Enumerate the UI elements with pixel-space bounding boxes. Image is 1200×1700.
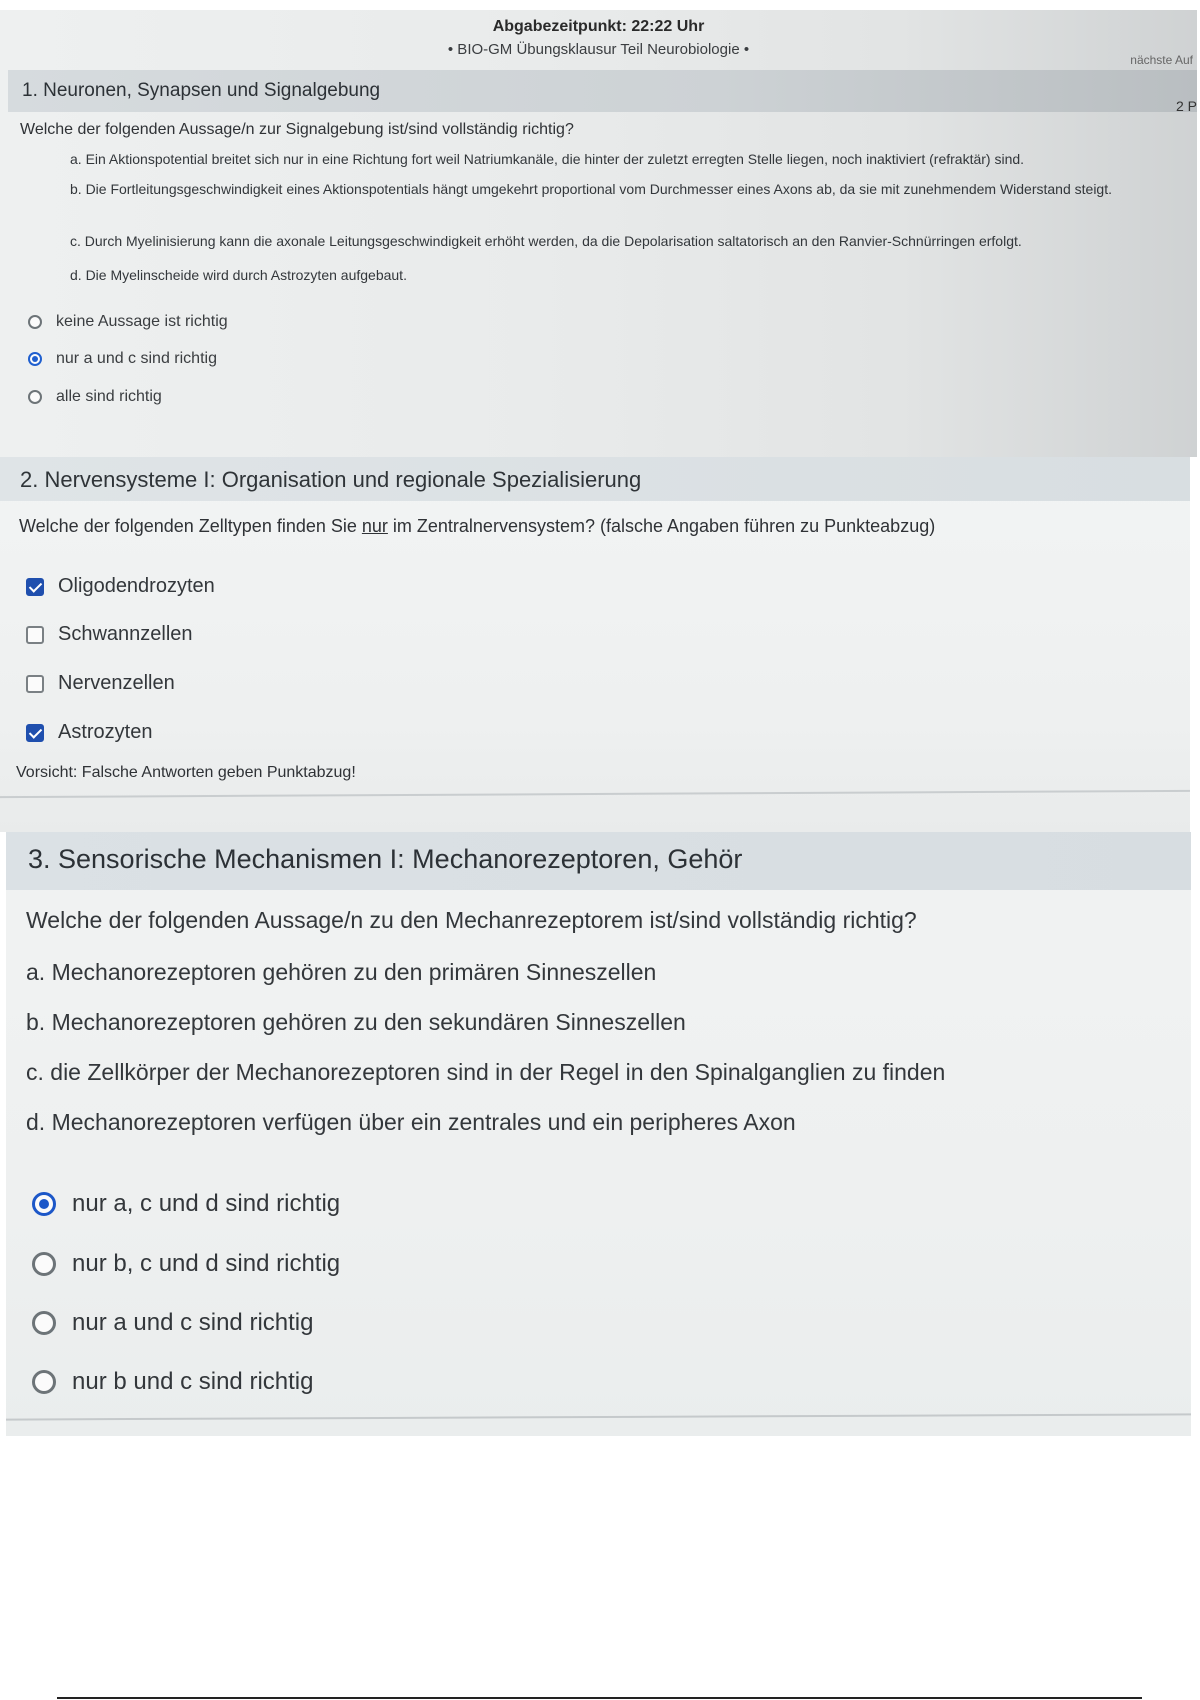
option-label: Astrozyten <box>58 721 153 743</box>
option-label: nur b und c sind richtig <box>72 1368 314 1395</box>
question-2-option-astrozyten[interactable] <box>26 721 152 744</box>
question-2-option-nervenzellen[interactable] <box>26 672 175 695</box>
question-2-text-emphasis: nur <box>361 516 388 536</box>
divider <box>0 790 1190 798</box>
screenshot-question-1 <box>0 10 1197 457</box>
radio-button-selected[interactable] <box>28 352 42 366</box>
option-label: Schwannzellen <box>58 623 193 645</box>
option-label: nur b, c und d sind richtig <box>72 1250 341 1277</box>
option-label: alle sind richtig <box>56 388 162 405</box>
question-1-option-2[interactable] <box>28 350 217 368</box>
question-2-text <box>19 516 935 537</box>
question-1-option-3[interactable] <box>28 388 162 406</box>
question-3-statement-d: d. Mechanorezeptoren verfügen über ein zentrales und ein peripheres Axon <box>26 1109 796 1135</box>
question-1-statement-d: d. Die Myelinscheide wird durch Astrozyten aufgebaut. <box>70 267 407 283</box>
exam-subtitle: • BIO-GM Übungsklausur Teil Neurobiologie • <box>447 41 750 58</box>
question-1-statement-c: c. Durch Myelinisierung kann die axonale Leitungsgeschwindigkeit erhöht werden, da die Depolarisation saltatorisch an den Ranvier-Schnürringen erfolgt. <box>70 233 1022 249</box>
question-3-statement-a: a. Mechanorezeptoren gehören zu den primären Sinneszellen <box>26 959 657 985</box>
checkbox[interactable] <box>26 675 44 693</box>
screenshot-question-2 <box>0 457 1190 832</box>
option-label: Nervenzellen <box>58 672 175 694</box>
radio-button[interactable] <box>28 390 42 404</box>
penalty-warning: Vorsicht: Falsche Antworten geben Punktabzug! <box>16 764 356 781</box>
next-question-link[interactable]: nächste Auf <box>1130 53 1193 67</box>
deadline-text: Abgabezeitpunkt: 22:22 Uhr <box>492 18 705 35</box>
question-1-option-1[interactable] <box>28 313 228 331</box>
checkbox[interactable] <box>26 626 44 644</box>
question-1-text: Welche der folgenden Aussage/n zur Signalgebung ist/sind vollständig richtig? <box>20 121 574 138</box>
option-label: Oligodendrozyten <box>58 575 215 597</box>
question-2-text-end: im Zentralnervensystem? (falsche Angaben führen zu Punkteabzug) <box>387 516 936 536</box>
question-1-statement-a: a. Ein Aktionspotential breitet sich nur in eine Richtung fort weil Natriumkanäle, die hinter der zuletzt erregten Stelle liegen, noch inaktiviert (refraktär) sind. <box>70 151 1025 167</box>
radio-button[interactable] <box>32 1252 56 1276</box>
question-1-title: 1. Neuronen, Synapsen und Signalgebung <box>22 80 381 101</box>
question-3-option-1[interactable] <box>32 1190 340 1218</box>
radio-button-selected[interactable] <box>32 1192 56 1216</box>
question-3-option-4[interactable] <box>32 1368 313 1396</box>
question-3-text: Welche der folgenden Aussage/n zu den Mechanrezeptorem ist/sind vollständig richtig? <box>26 907 917 933</box>
question-3-statement-c: c. die Zellkörper der Mechanorezeptoren sind in der Regel in den Spinalganglien zu finden <box>26 1059 946 1085</box>
question-1-points: 2 P <box>1175 98 1197 114</box>
question-2-title: 2. Nervensysteme I: Organisation und regionale Spezialisierung <box>20 467 642 492</box>
option-label: keine Aussage ist richtig <box>56 313 228 330</box>
question-2-option-schwannzellen[interactable] <box>26 623 193 646</box>
page-bottom-rule <box>57 1697 1142 1699</box>
screenshot-question-3 <box>6 832 1191 1436</box>
question-3-option-2[interactable] <box>32 1250 340 1278</box>
question-1-statement-b: b. Die Fortleitungsgeschwindigkeit eines Aktionspotentials hängt umgekehrt proportional vom Durchmesser eines Axons ab, da sie mit zunehmendem Widerstand steigt. <box>70 181 1112 197</box>
option-label: nur a und c sind richtig <box>72 1309 314 1336</box>
question-1-header <box>8 70 1197 112</box>
question-2-option-oligodendrozyten[interactable] <box>26 575 215 598</box>
question-3-header <box>6 832 1191 890</box>
question-3-statement-b: b. Mechanorezeptoren gehören zu den sekundären Sinneszellen <box>26 1009 686 1035</box>
question-2-text-start: Welche der folgenden Zelltypen finden Sie <box>19 516 362 536</box>
option-label: nur a und c sind richtig <box>56 350 217 367</box>
checkbox-checked[interactable] <box>26 724 44 742</box>
question-3-title: 3. Sensorische Mechanismen I: Mechanorezeptoren, Gehör <box>28 844 743 874</box>
question-3-option-3[interactable] <box>32 1309 313 1337</box>
question-2-header <box>0 457 1190 501</box>
checkbox-checked[interactable] <box>26 578 44 596</box>
radio-button[interactable] <box>28 315 42 329</box>
radio-button[interactable] <box>32 1370 56 1394</box>
radio-button[interactable] <box>32 1311 56 1335</box>
option-label: nur a, c und d sind richtig <box>72 1190 341 1217</box>
exam-header <box>0 10 1197 72</box>
divider <box>6 1413 1191 1420</box>
